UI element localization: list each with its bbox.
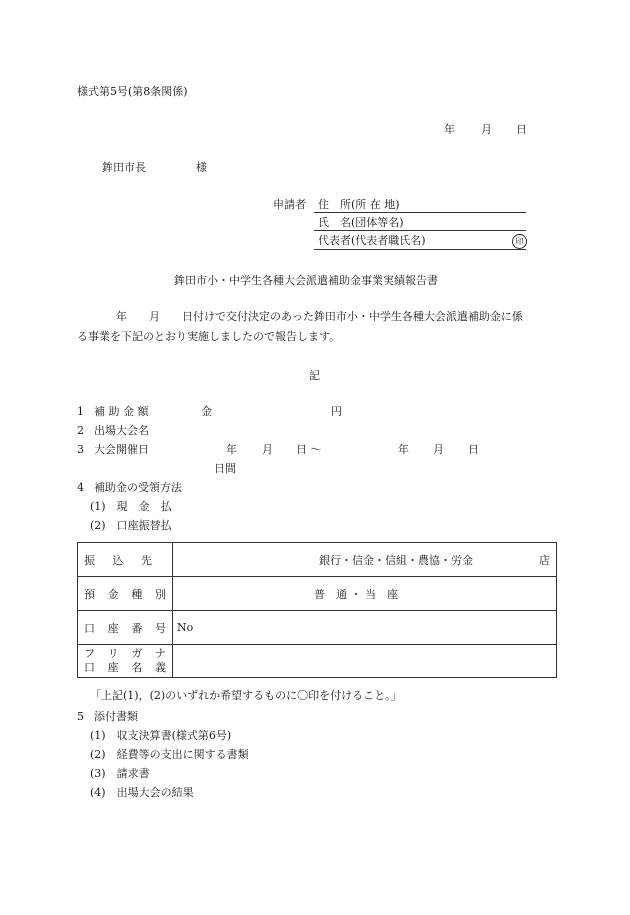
transfer-to-label: 振 込 先 [78, 543, 173, 577]
addressee-name: 鉾田市長 [102, 161, 146, 174]
table-row [78, 645, 557, 678]
form-number: 様式第5号(第8条関係) [77, 85, 188, 98]
attachment-item: (3) 請求書 [90, 767, 150, 780]
name-underline [314, 230, 526, 231]
item3-label: 大会開催日 [94, 443, 149, 456]
attachment-item: (2) 経費等の支出に関する書類 [90, 748, 249, 761]
date-month: 月 [481, 123, 492, 136]
item3-day2: 日 [468, 443, 479, 456]
address-underline [314, 212, 526, 213]
item1-label: 補 助 金 額 [94, 405, 149, 418]
applicant-name-label: 氏 名(団体等名) [318, 216, 404, 229]
item5-num: 5 [77, 710, 84, 723]
item4-sub1: (1) 現 金 払 [90, 500, 172, 513]
item2-num: 2 [77, 424, 84, 437]
applicant-label: 申請者 [273, 198, 306, 211]
table-row [78, 577, 557, 611]
item3-days: 日間 [214, 462, 236, 475]
table-row [78, 611, 557, 645]
account-table [77, 542, 557, 678]
body-month: 月 [149, 310, 160, 323]
deposit-type-field[interactable] [173, 577, 557, 611]
body-line2: る事業を下記のとおり実施しましたので報告します。 [77, 330, 341, 343]
attachment-item: (1) 収支決算書(様式第6号) [90, 729, 232, 742]
applicant-representative-label: 代表者(代表者職氏名) [318, 234, 426, 247]
body-line1: 日付けで交付決定のあった鉾田市小・中学生各種大会派遣補助金に係 [182, 310, 523, 323]
item4-num: 4 [77, 481, 84, 494]
ki-label: 記 [309, 369, 320, 382]
table-row [78, 543, 557, 577]
selection-note: 「上記(1)，(2)のいずれか希望するものに〇印を付けること。」 [90, 689, 402, 702]
date-day: 日 [516, 123, 527, 136]
item5-label: 添付書類 [94, 710, 138, 723]
item3-num: 3 [77, 443, 84, 456]
account-number-label: 口 座 番 号 [78, 611, 173, 645]
bank-types: 銀行・信金・信組・農協・労金 [319, 553, 473, 567]
item1-kin: 金 [201, 405, 212, 418]
item4-label: 補助金の受領方法 [94, 481, 182, 494]
applicant-address-label: 住 所(所 在 地) [318, 198, 400, 211]
seal-mark: 印 [512, 234, 527, 249]
attachment-item: (4) 出場大会の結果 [90, 786, 194, 799]
account-holder-field[interactable] [173, 645, 557, 678]
date-year: 年 [444, 123, 455, 136]
item3-month2: 月 [433, 443, 444, 456]
document-title: 鉾田市小・中学生各種大会派遣補助金事業実績報告書 [174, 274, 438, 287]
item1-yen: 円 [331, 405, 342, 418]
deposit-type-label: 預 金 種 別 [78, 577, 173, 611]
item3-day1: 日 〜 [296, 443, 322, 456]
account-number-field[interactable] [173, 611, 557, 645]
account-number-prefix: No [177, 621, 194, 634]
item1-num: 1 [77, 405, 84, 418]
item3-month1: 月 [262, 443, 273, 456]
item4-sub2: (2) 口座振替払 [90, 519, 172, 532]
account-holder-label: フ リ ガ ナ 口 座 名 義 [78, 645, 173, 678]
representative-underline [314, 249, 526, 250]
deposit-type-options: 普 通 ・ 当 座 [314, 587, 398, 601]
addressee-honorific: 様 [196, 161, 207, 174]
item3-year1: 年 [226, 443, 237, 456]
transfer-to-field[interactable] [173, 543, 557, 577]
item3-year2: 年 [398, 443, 409, 456]
item2-label: 出場大会名 [94, 424, 149, 437]
body-year: 年 [116, 310, 127, 323]
branch-suffix: 店 [539, 553, 550, 567]
